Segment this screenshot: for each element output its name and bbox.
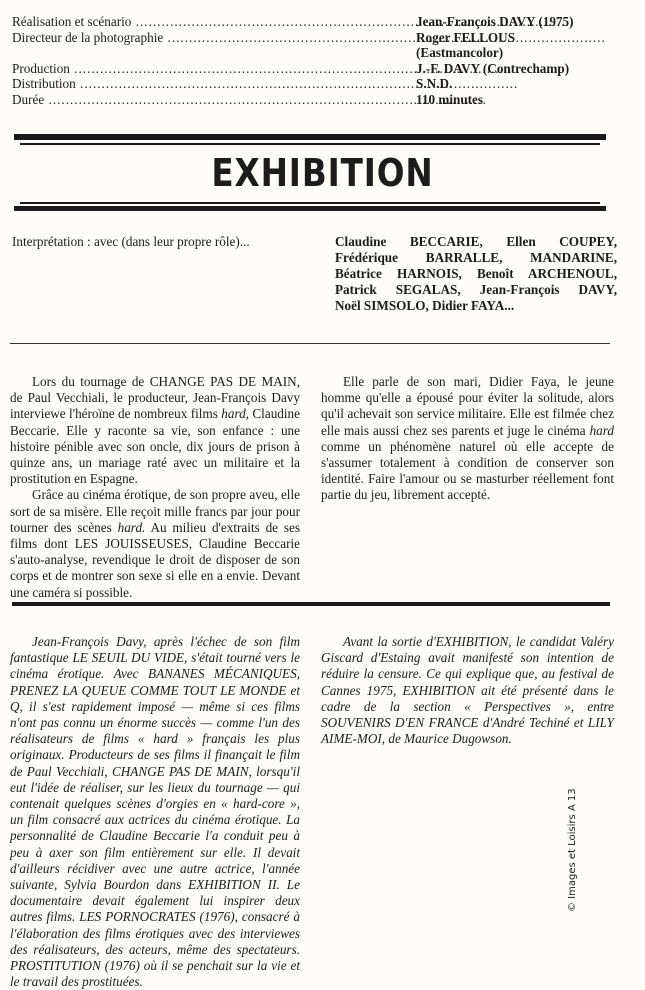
commentary-paragraph: Avant la sortie d'EXHIBITION, le candidat Valéry Giscard d'Estaing avait manifesté son intention de réduire la censure. Ce qui explique que, au festival de Cannes 1975, EXHIBITION ait été présenté dans le cadre de la section « Perspectives », entre SOUVENIRS D'EN FRANCE d'André Techiné et LILY AIME-MOI, de Maurice Dugowson. [321, 634, 614, 747]
credit-value: 110 minutes [416, 91, 484, 107]
title-rule-top-thin [20, 143, 600, 145]
divider [10, 343, 610, 344]
credit-label: Distribution ..... [12, 76, 408, 92]
text: , Claudine Beccarie. Elle y raconte sa vie, son enfance : une histoire pénible avec son oncle, dix jours de prison à quinze ans, un mariage raté avec un militaire et la prostitution en Espagne. [10, 406, 300, 487]
credit-row [12, 30, 622, 46]
credit-row [12, 61, 622, 77]
text: Lors du tournage de CHANGE PAS DE MAIN, de Paul Vecchiali, le producteur, Jean-François Davy interviewe l'héroïne de nombreux films [10, 374, 300, 422]
credit-label: Durée ..... [12, 92, 408, 108]
credit-value: J.-F. DAVY (Contrechamp) [416, 60, 570, 76]
credit-value: Jean-François DAVY (1975) [416, 14, 574, 29]
credit-value: S.N.D. [416, 76, 453, 91]
cast-line: Béatrice HARNOIS, Benoît ARCHENOUL, [335, 266, 617, 281]
credits-block [12, 14, 622, 107]
credit-row [12, 76, 622, 92]
synopsis-paragraph [321, 374, 614, 504]
credit-row [12, 45, 622, 61]
credit-value: Roger FELLOUS [416, 29, 516, 45]
text: hard. [117, 519, 146, 535]
credit-row [12, 14, 622, 30]
title-rule-bottom [14, 206, 606, 211]
credit-label: Production ..... [12, 61, 408, 77]
cast-line: Noël SIMSOLO, Didier FAYA... [335, 298, 515, 313]
section-rule [12, 602, 610, 606]
commentary-column-left [10, 634, 300, 990]
title-rule-bottom-thin [20, 202, 600, 204]
credit-label: Réalisation et scénario ..... [12, 14, 408, 30]
credit-row [12, 92, 622, 108]
cast-line: Frédérique BARRALLE, MANDARINE, [335, 250, 617, 265]
commentary-paragraph: Jean-François Davy, après l'échec de son film fantastique LE SEUIL DU VIDE, s'était tourné vers le cinéma érotique. Avec BANANES MÉCANIQUES, PRENEZ LA QUEUE COMME TOUT LE MONDE et Q, il s'est rapidement imposé — même si ces films n'ont pas connu un énorme succès — comme l'un des réalisateurs de films « hard » français les plus originaux. Producteurs de ses films il finançait le film de Paul Vecchiali, CHANGE PAS DE MAIN, lorsqu'il eut l'idée de réaliser, sur les lieux du tournage — qui contenait quelques scènes d'orgies en « hard-core », un film consacré aux actrices du cinéma érotique. La personnalité de Claudine Beccarie l'a conduit peu à peu à axer son film entièrement sur elle. Il devait d'ailleurs récidiver avec une autre actrice, l'année suivante, Sylvia Bourdon dans EXHIBITION II. Le documentaire devait également lui inspirer deux autres films. LES PORNOCRATES (1976), consacré à l'élaboration des films érotiques avec des interviewes des réalisateurs, des acteurs, même des spectateurs. PROSTITUTION (1976) où il se penchait sur la vie et le travail des prostituées. [10, 634, 300, 990]
text: Grâce au cinéma érotique, de son propre aveu, elle sort de sa misère. Elle reçoit mille francs par jour pour tourner des scènes [10, 487, 300, 535]
text: comme un phénomène naturel où elle accepte de s'assumer totalement à condition de conserver son identité. Faire l'amour ou se masturber réellement font partie du jeu, librement accepté. [321, 438, 614, 503]
text: hard [221, 406, 246, 422]
synopsis-paragraph [10, 487, 300, 600]
text: Au milieu d'extraits de ses films dont LES JOUISSEUSES, Claudine Beccarie s'auto-analyse, revendique le droit de disposer de son corps et de montrer son sexe si elle en a envie. Devant une caméra si possible. [10, 519, 300, 600]
film-title: EXHIBITION [211, 151, 434, 195]
synopsis-column-right [321, 374, 614, 504]
credit-value: (Eastmancolor) [416, 45, 504, 60]
cast-line: Claudine BECCARIE, Ellen COUPEY, [335, 234, 617, 249]
cast-line: Patrick SEGALAS, Jean-François DAVY, [335, 282, 617, 297]
text: Elle parle de son mari, Didier Faya, le jeune homme qu'elle a épousé pour éviter la solitude, alors qu'il achevait son service militaire. Elle est filmée chez elle mais aussi chez ses parents et juge le cinéma [321, 374, 614, 438]
cast-label: Interprétation : avec (dans leur propre rôle)... [12, 234, 250, 249]
synopsis-paragraph [10, 374, 300, 487]
credit-label: Directeur de la photographie ..... [12, 30, 408, 46]
copyright-notice: © Images et Loisirs A 13 [567, 788, 578, 912]
text: hard [589, 422, 614, 438]
title-rule-top [14, 134, 606, 140]
synopsis-column-left [10, 374, 300, 601]
cast-names [335, 234, 617, 314]
